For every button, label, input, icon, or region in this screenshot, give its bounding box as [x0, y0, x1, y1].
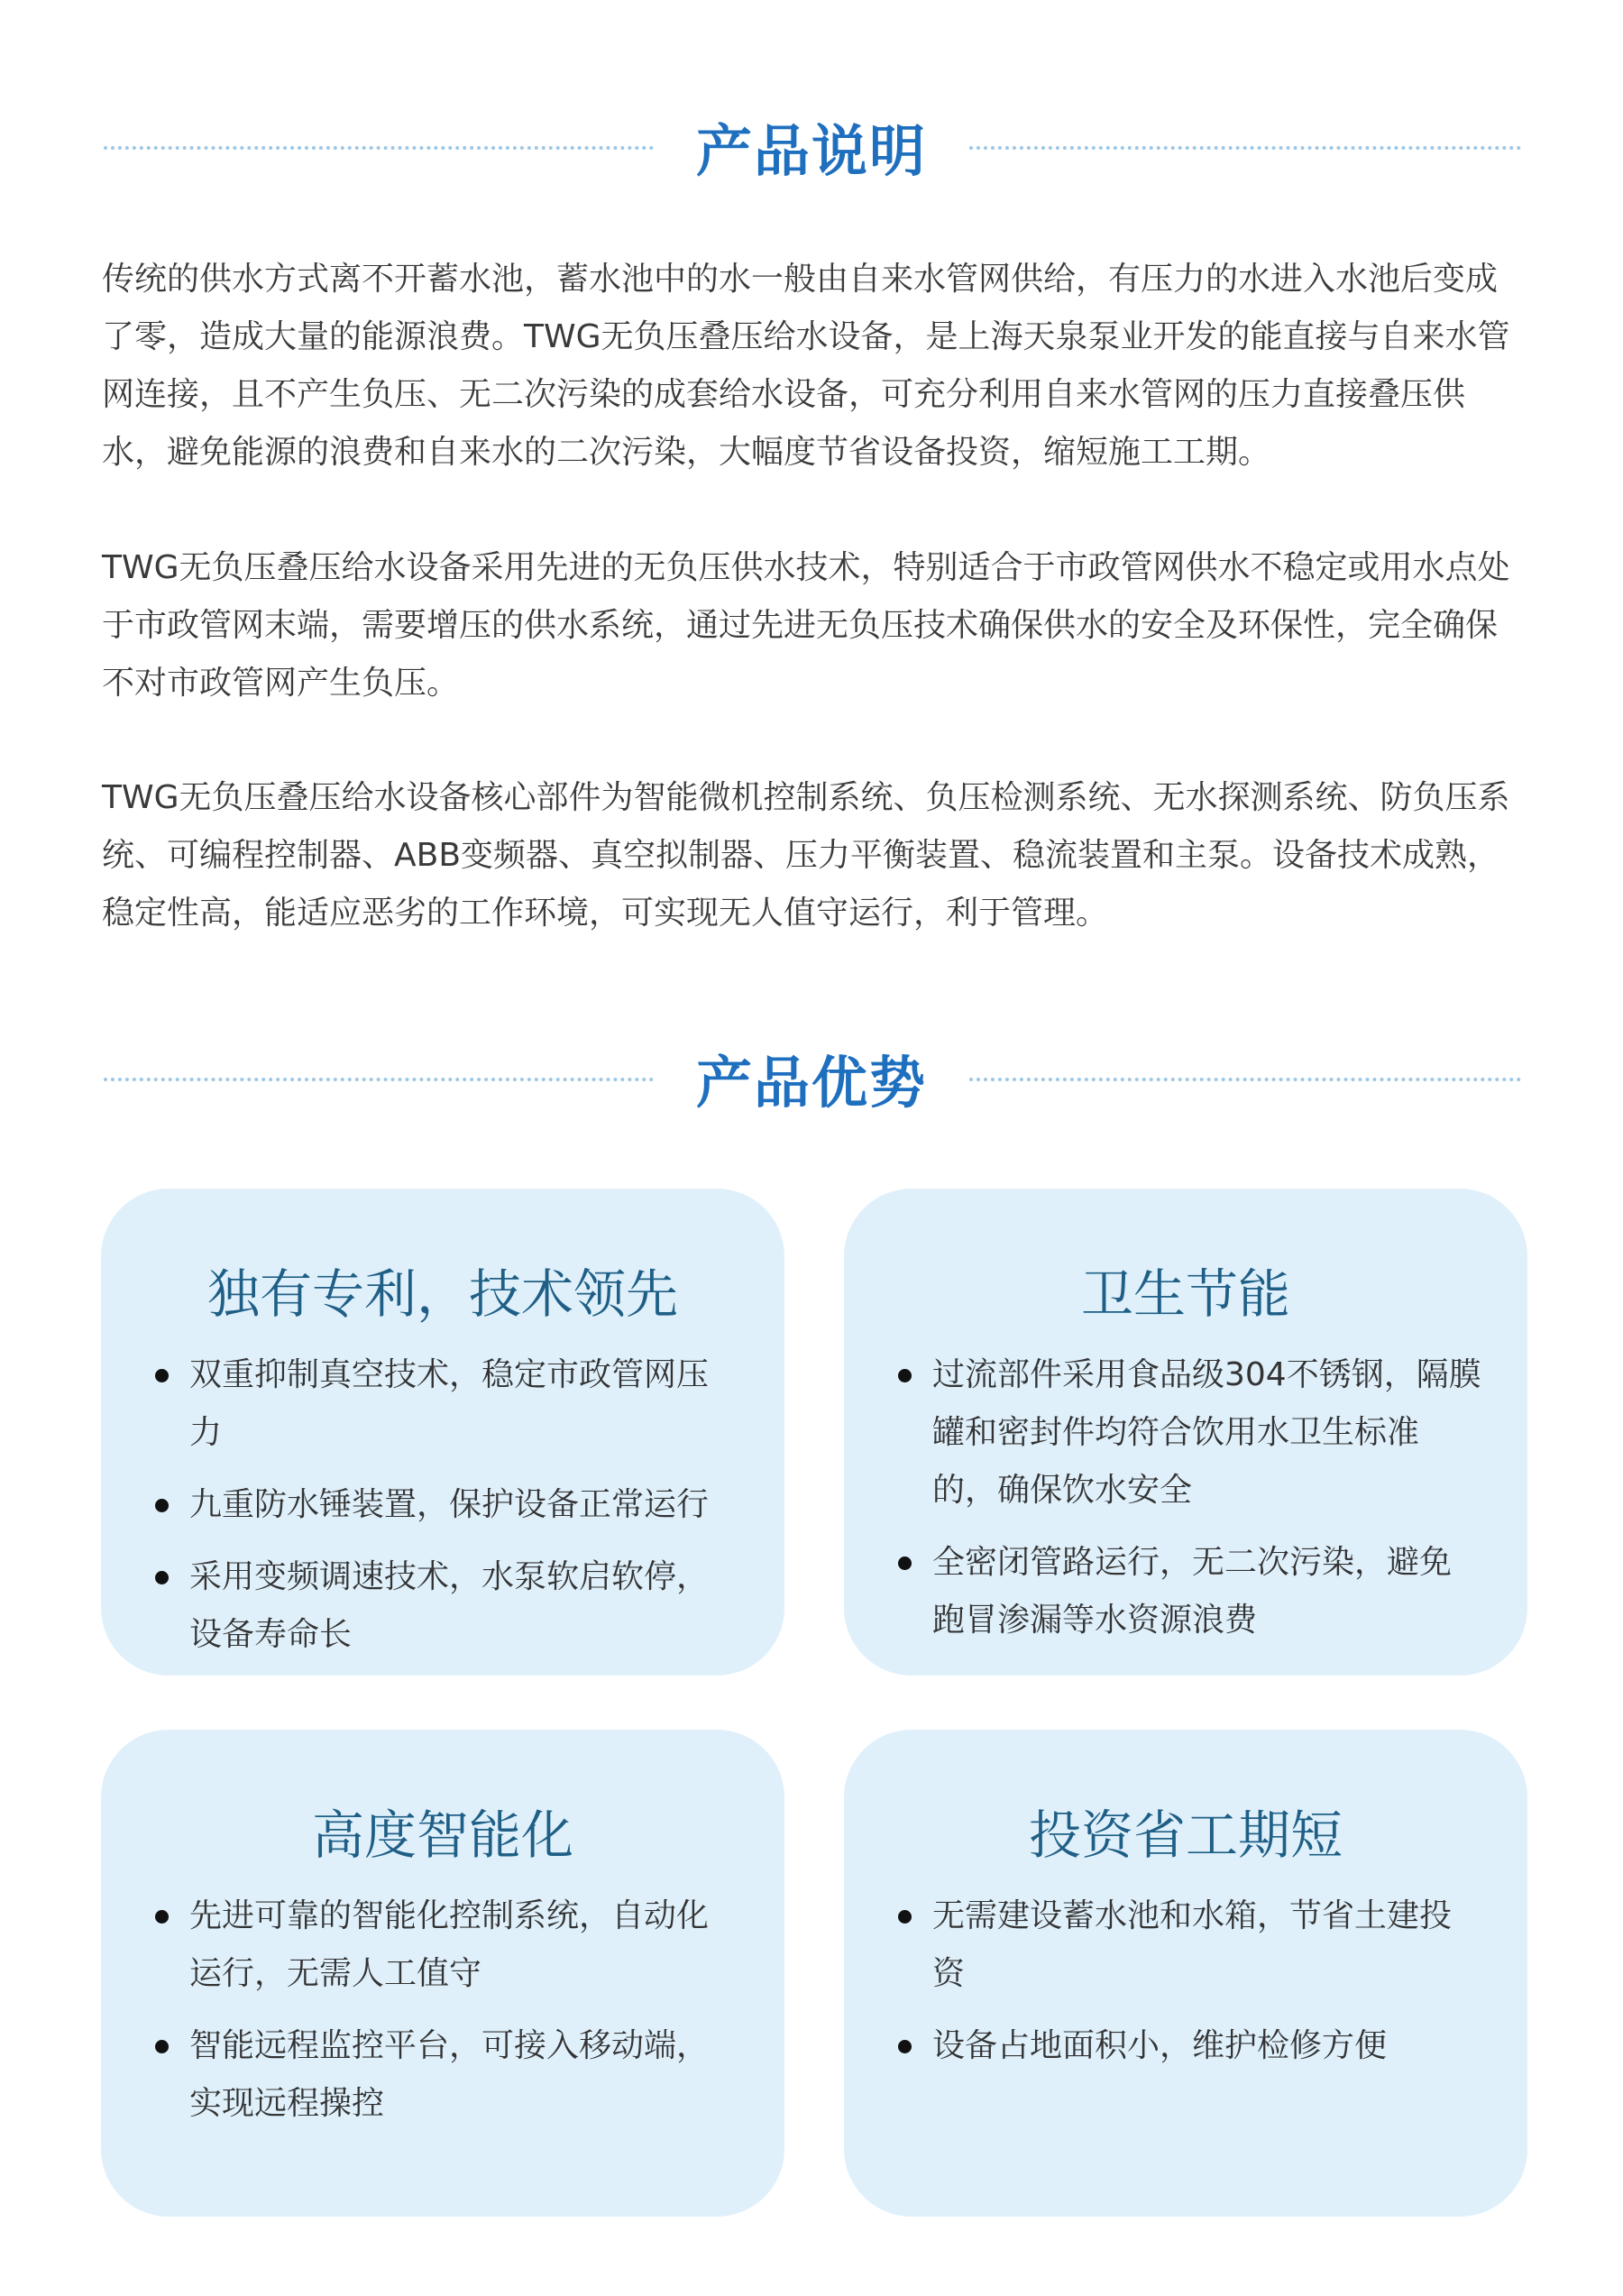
list-item: 过流部件采用食品级304不锈钢，隔膜罐和密封件均符合饮用水卫生标准的，确保饮水安全 [932, 1346, 1482, 1520]
description-paragraph-2 [102, 539, 1528, 712]
list-item: 采用变频调速技术，水泵软启软停，设备寿命长 [189, 1548, 739, 1664]
list-item: 无需建设蓄水池和水箱，节省土建投资 [932, 1887, 1482, 2003]
bullet-icon [155, 1499, 169, 1512]
bullet-icon [898, 1557, 912, 1570]
bullet-icon [155, 1571, 169, 1584]
list-item: 智能远程监控平台，可接入移动端，实现远程操控 [189, 2017, 739, 2133]
dotted-divider-right [969, 146, 1521, 150]
card-list [189, 1346, 739, 1678]
advantage-card-hygiene [844, 1189, 1527, 1676]
card-list [932, 1887, 1482, 2089]
bullet-icon [155, 1910, 169, 1924]
list-item: 全密闭管路运行，无二次污染，避免跑冒渗漏等水资源浪费 [932, 1534, 1482, 1649]
description-title: 产品说明 [695, 118, 927, 184]
advantage-card-investment [844, 1730, 1527, 2217]
card-title: 独有专利，技术领先 [206, 1263, 678, 1325]
advantages-header [0, 1022, 1623, 1116]
list-item: 设备占地面积小，维护检修方便 [932, 2017, 1482, 2075]
list-item: 九重防水锤装置，保护设备正常运行 [189, 1476, 739, 1534]
description-header [0, 90, 1623, 184]
card-title: 高度智能化 [311, 1805, 573, 1866]
paragraph-text: 传统的供水方式离不开蓄水池，蓄水池中的水一般由自来水管网供给，有压力的水进入水池后变成了零，造成大量的能源浪费。TWG无负压叠压给水设备，是上海天泉泵业开发的能直接与自来水管网连接，且不产生负压、无二次污染的成套给水设备，可充分利用自来水管网的压力直接叠压供水，避免能源的浪费和自来水的二次污染，大幅度节省设备投资，缩短施工工期。 [102, 261, 1510, 471]
bullet-icon [155, 1369, 169, 1382]
description-paragraph-3 [102, 769, 1528, 942]
list-item: 双重抑制真空技术，稳定市政管网压力 [189, 1346, 739, 1462]
paragraph-text: TWG无负压叠压给水设备核心部件为智能微机控制系统、负压检测系统、无水探测系统、防负压系统、可编程控制器、ABB变频器、真空拟制器、压力平衡装置、稳流装置和主泵。设备技术成熟，稳定性高，能适应恶劣的工作环境，可实现无人值守运行，利于管理。 [102, 779, 1510, 932]
paragraph-text: TWG无负压叠压给水设备采用先进的无负压供水技术，特别适合于市政管网供水不稳定或用水点处于市政管网末端，需要增压的供水系统，通过先进无负压技术确保供水的安全及环保性，完全确保不对市政管网产生负压。 [102, 549, 1510, 702]
list-item: 先进可靠的智能化控制系统，自动化运行，无需人工值守 [189, 1887, 739, 2003]
card-list [189, 1887, 739, 2147]
bullet-icon [898, 2040, 912, 2053]
card-list [932, 1346, 1482, 1664]
advantage-card-patent [101, 1189, 784, 1676]
dotted-divider-right [969, 1078, 1521, 1081]
description-paragraph-1 [102, 251, 1528, 482]
bullet-icon [898, 1369, 912, 1382]
card-title: 投资省工期短 [1028, 1805, 1343, 1866]
bullet-icon [155, 2040, 169, 2053]
advantage-card-intelligent [101, 1730, 784, 2217]
bullet-icon [898, 1910, 912, 1924]
card-title: 卫生节能 [1080, 1263, 1290, 1325]
advantages-title: 产品优势 [695, 1050, 927, 1116]
